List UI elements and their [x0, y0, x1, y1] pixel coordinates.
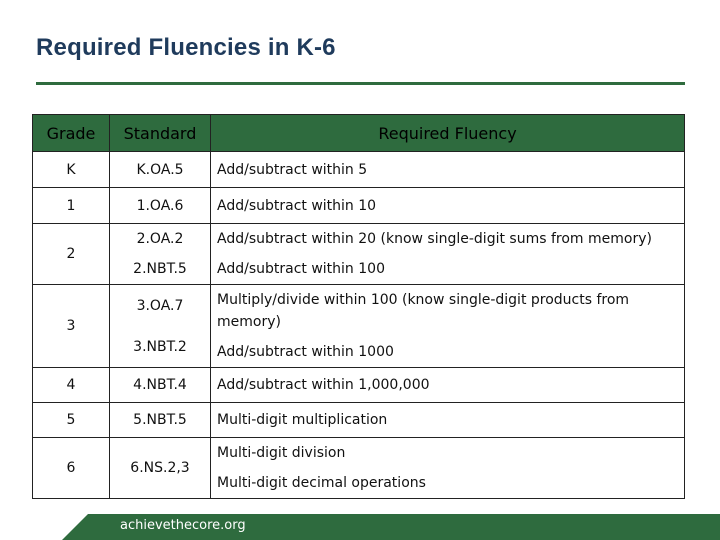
standard-cell: 4.NBT.4	[110, 368, 211, 403]
table-row	[33, 368, 685, 403]
grade-cell: 5	[33, 403, 110, 438]
grade-cell: 4	[33, 368, 110, 403]
fluency-line: Multiply/divide within 100 (know single-digit products from memory)	[217, 292, 630, 330]
table-row	[33, 224, 685, 285]
standard-cell: K.OA.5	[110, 152, 211, 188]
table-row	[33, 152, 685, 188]
table-row	[33, 403, 685, 438]
grade-cell: 3	[33, 285, 110, 368]
footer-website-link[interactable]: achievethecore.org	[120, 518, 246, 533]
standard-cell: 1.OA.6	[110, 188, 211, 224]
standard-line: 2.OA.2	[136, 231, 184, 247]
fluency-cell	[211, 438, 685, 499]
fluency-line: Add/subtract within 100	[217, 261, 385, 277]
standard-line: 2.NBT.5	[133, 261, 187, 277]
header-required-fluency: Required Fluency	[211, 115, 685, 152]
fluency-cell	[211, 224, 685, 285]
fluency-cell	[211, 285, 685, 368]
fluency-line: Multi-digit decimal operations	[217, 475, 426, 491]
fluency-cell: Add/subtract within 5	[211, 152, 685, 188]
table-row	[33, 438, 685, 499]
standard-line: 3.NBT.2	[133, 338, 187, 355]
grade-cell: 6	[33, 438, 110, 499]
fluency-line: Multi-digit division	[217, 445, 346, 461]
grade-cell: 1	[33, 188, 110, 224]
table-row	[33, 285, 685, 368]
standard-line: 3.OA.7	[136, 297, 184, 314]
fluency-table	[32, 114, 685, 499]
header-standard: Standard	[110, 115, 211, 152]
fluency-line: Add/subtract within 20 (know single-digit sums from memory)	[217, 231, 652, 247]
table-row	[33, 188, 685, 224]
footer-bar	[0, 514, 720, 540]
standard-cell	[110, 224, 211, 285]
fluency-line: Add/subtract within 1000	[217, 344, 394, 360]
fluency-cell: Multi-digit multiplication	[211, 403, 685, 438]
fluency-cell: Add/subtract within 1,000,000	[211, 368, 685, 403]
table-header-row	[33, 115, 685, 152]
standard-cell	[110, 285, 211, 368]
fluency-cell: Add/subtract within 10	[211, 188, 685, 224]
grade-cell: K	[33, 152, 110, 188]
slide-title: Required Fluencies in K-6	[36, 34, 336, 61]
header-grade: Grade	[33, 115, 110, 152]
title-divider	[36, 82, 685, 85]
standard-cell: 5.NBT.5	[110, 403, 211, 438]
standard-cell: 6.NS.2,3	[110, 438, 211, 499]
grade-cell: 2	[33, 224, 110, 285]
